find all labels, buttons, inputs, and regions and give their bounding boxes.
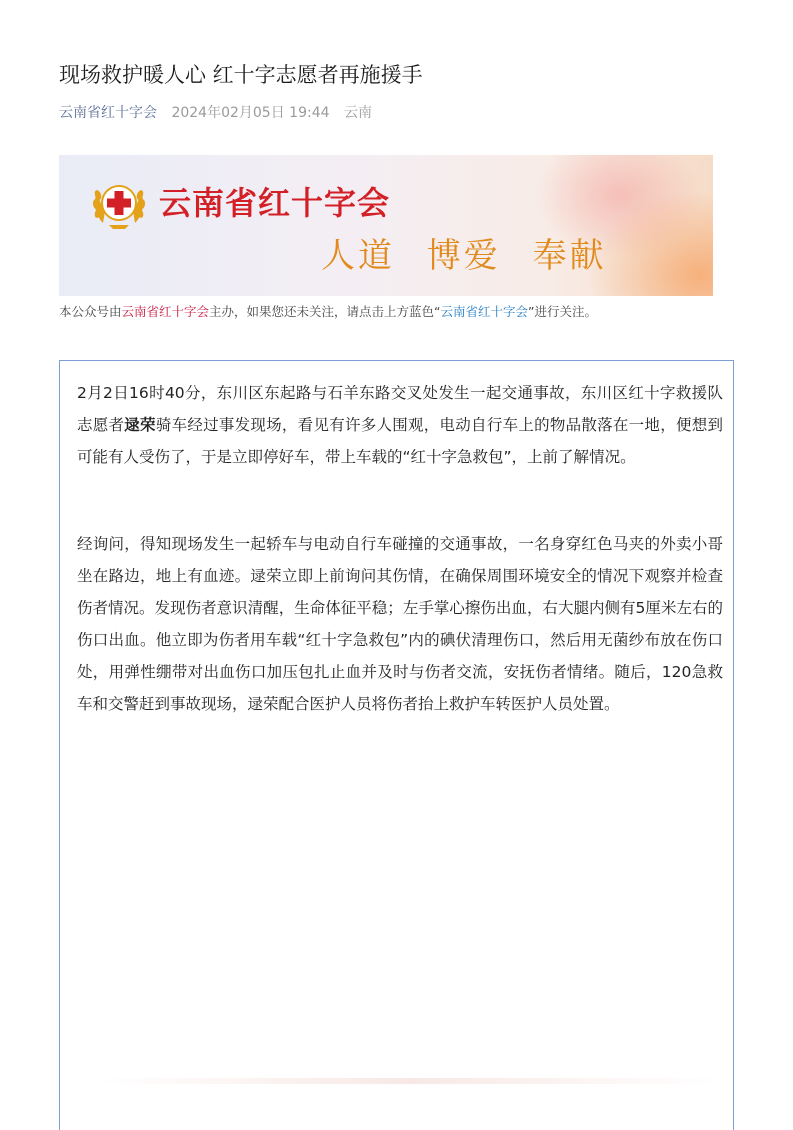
- article-content-box: [59, 360, 734, 1130]
- article-meta: [59, 101, 372, 125]
- notice-text-3: ”进行关注。: [528, 304, 598, 319]
- notice-text-1: 本公众号由: [59, 304, 122, 319]
- notice-text-2: 主办，如果您还未关注，请点击上方蓝色“: [209, 304, 441, 319]
- account-name-link[interactable]: 云南省红十字会: [59, 105, 157, 121]
- banner-org-name: 云南省红十字会: [159, 184, 391, 222]
- notice-org-blue-link[interactable]: 云南省红十字会: [440, 304, 529, 319]
- paragraph-1-text-b: 骑车经过事发现场，看见有许多人围观，电动自行车上的物品散落在一地，便想到可能有人受伤了，于是立即停好车，带上车载的“红十字急救包”，上前了解情况。: [77, 416, 723, 466]
- banner-slogan: 人道 博爱 奉献: [321, 236, 607, 276]
- red-cross-emblem-icon: [89, 173, 149, 233]
- follow-notice: [59, 301, 739, 323]
- volunteer-name: 逯荣: [124, 416, 156, 434]
- paragraph-1-text-a: 2月2日16时40分，东川区东起路与石羊东路交叉处发生一起交通事故，东川区红十字救援队志愿者: [77, 384, 723, 434]
- header-banner-image: [59, 155, 713, 296]
- content-paragraph-2: 经询问，得知现场发生一起轿车与电动自行车碰撞的交通事故，一名身穿红色马夹的外卖小哥坐在路边，地上有血迹。逯荣立即上前询问其伤情，在确保周围环境安全的情况下观察并检查伤者情况。发现伤者意识清醒，生命体征平稳；左手掌心擦伤出血，右大腿内侧有5厘米左右的伤口出血。他立即为伤者用车载“红十字急救包”内的碘伏清理伤口，然后用无菌纱布放在伤口处，用弹性绷带对出血伤口加压包扎止血并及时与伤者交流，安抚伤者情绪。随后，120急救车和交警赶到事故现场，逯荣配合医护人员将伤者抬上救护车转医护人员处置。: [77, 535, 723, 713]
- content-paragraph-1: [77, 377, 723, 473]
- article-title: 现场救护暖人心 红十字志愿者再施援手: [59, 63, 423, 87]
- bottom-image-edge: [100, 1078, 720, 1084]
- notice-org-red: 云南省红十字会: [121, 304, 210, 319]
- publish-date: 2024年02月05日 19:44: [171, 105, 330, 121]
- publish-location: 云南: [343, 105, 372, 121]
